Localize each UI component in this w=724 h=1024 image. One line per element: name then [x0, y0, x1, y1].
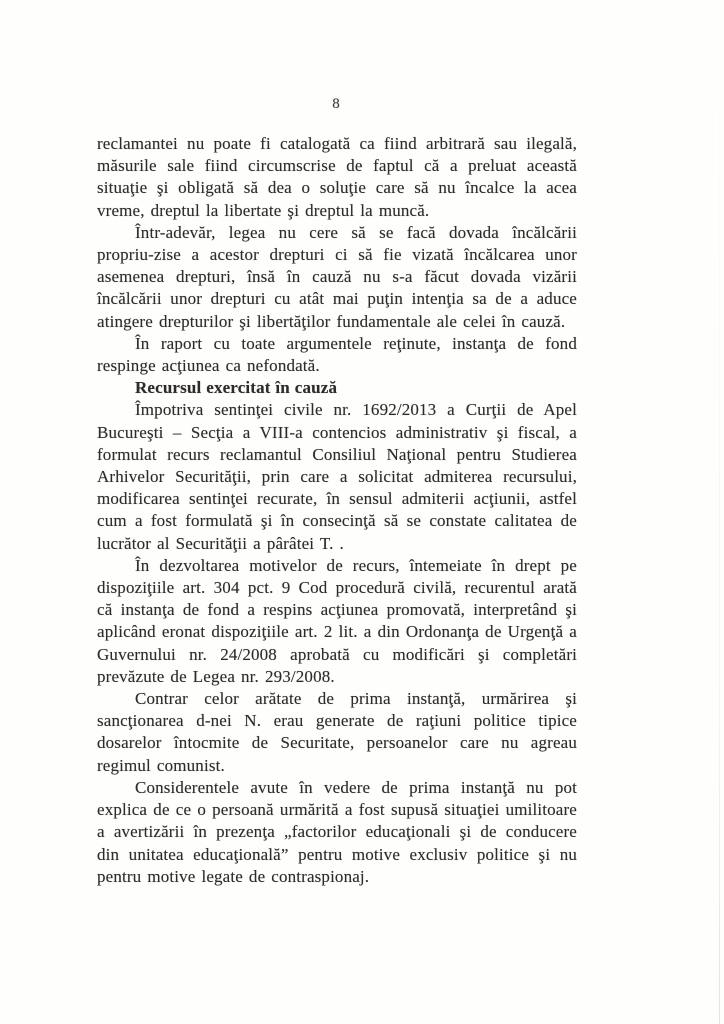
paragraph: Contrar celor arătate de prima instanţă, urmărirea şi sancţionarea d-nei N. erau generate de raţiuni politice tipice dosarelor întocmite de Securitate, persoanelor care nu agreau regimul comunist. — [97, 689, 577, 775]
section-heading: Recursul exercitat în cauză — [135, 378, 338, 398]
scan-edge-artifact — [719, 0, 720, 1024]
paragraph: În dezvoltarea motivelor de recurs, întemeiate în drept pe dispoziţiile art. 304 pct. 9 Cod procedură civilă, recurentul arată că instanţa de fond a respins acţiunea promovată, interpretând şi aplicând eronat dispoziţiile art. 2 lit. a din Ordonanţa de Urgenţă a Guvernului nr. 24/2008 aprobată cu modificări şi completări prevăzute de Legea nr. 293/2008. — [97, 555, 577, 686]
paragraph: Într-adevăr, legea nu cere să se facă dovada încălcării propriu-zise a acestor drepturi ci să fie vizată încălcarea unor asemenea drepturi, însă în cauză nu s-a făcut dovada vizării încălcării unor drepturi cu atât mai puţin intenţia sa de a aduce atingere drepturilor şi libertăţilor fundamentale ale celei în cauză. — [97, 222, 577, 331]
paragraph: Împotriva sentinţei civile nr. 1692/2013 a Curţii de Apel Bucureşti – Secţia a VIII-a contencios administrativ şi fiscal, a formulat recurs reclamantul Consiliul Naţional pentru Studierea Arhivelor Securităţii, prin care a solicitat admiterea recursului, modificarea sentinţei recurate, în sensul admiterii acţiunii, astfel cum a fost formulată şi în consecinţă să se constate calitatea de lucrător al Securităţii a pârâtei T. . — [97, 400, 577, 553]
paragraph: Considerentele avute în vedere de prima instanţă nu pot explica de ce o persoană urmărită a fost supusă situaţiei umilitoare a avertizării în prezenţa „factorilor educaţionali şi de conducere din unitatea educaţională” pentru motive exclusiv politice şi nu pentru motive legate de contraspionaj. — [97, 777, 577, 886]
page-number: 8 — [332, 96, 340, 112]
paragraph-continuation: reclamantei nu poate fi catalogată ca fiind arbitrară sau ilegală, măsurile sale fiind circumscrise de faptul că a preluat această situaţie şi obligată să dea o soluţie care să nu încalce la acea vreme, dreptul la libertate şi dreptul la muncă. — [97, 134, 577, 220]
paragraph: În raport cu toate argumentele reţinute, instanţa de fond respinge acţiunea ca nefondată. — [97, 333, 577, 376]
text-block — [97, 133, 577, 888]
